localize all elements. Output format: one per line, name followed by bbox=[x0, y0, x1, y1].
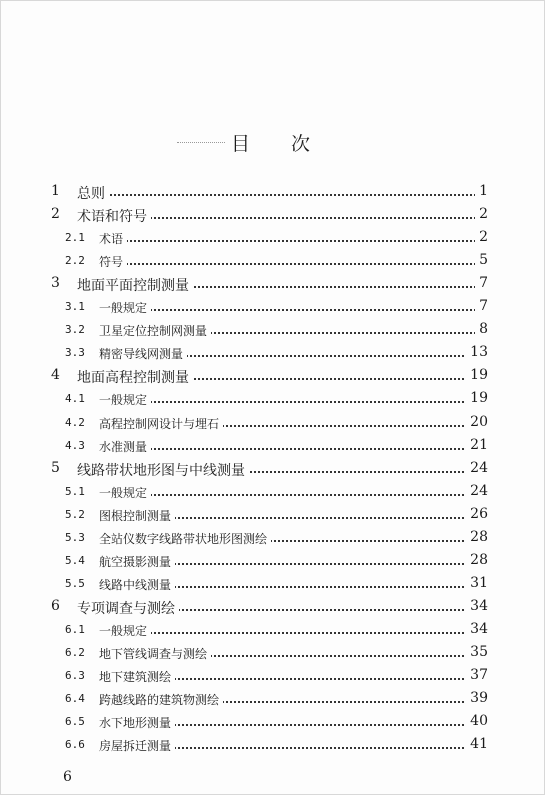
toc-entry-number: 3.3 bbox=[65, 346, 85, 360]
toc-entry-label: 全站仪数字线路带状地形图测绘 bbox=[99, 530, 271, 547]
toc-leader-dots bbox=[101, 194, 476, 196]
toc-entry-label: 术语和符号 bbox=[77, 206, 151, 226]
toc-entry-page: 41 bbox=[466, 736, 488, 752]
toc-leader-dots bbox=[121, 309, 476, 311]
toc-section-row[interactable] bbox=[1, 414, 545, 437]
toc-entry-page: 13 bbox=[466, 344, 488, 360]
toc-section-row[interactable] bbox=[1, 621, 545, 644]
toc-entry-page: 37 bbox=[466, 667, 488, 683]
toc-entry-page: 40 bbox=[466, 713, 488, 729]
toc-section-row[interactable] bbox=[1, 437, 545, 460]
toc-section-row[interactable] bbox=[1, 344, 545, 367]
toc-chapter-row[interactable] bbox=[1, 598, 545, 621]
toc-chapter-row[interactable] bbox=[1, 460, 545, 483]
toc-entry-number: 5.3 bbox=[65, 530, 85, 544]
toc-entry-number: 6 bbox=[51, 597, 60, 614]
toc-leader-dots bbox=[121, 263, 476, 265]
toc-entry-page: 31 bbox=[466, 575, 488, 591]
toc-chapter-row[interactable] bbox=[1, 275, 545, 298]
toc-entry-number: 3.2 bbox=[65, 323, 85, 337]
toc-leader-dots bbox=[101, 217, 476, 219]
toc-entry-label: 符号 bbox=[99, 253, 127, 270]
toc-entry-label: 一般规定 bbox=[99, 391, 151, 408]
toc-entry-number: 5.4 bbox=[65, 553, 85, 567]
toc-entry-number: 6.4 bbox=[65, 692, 85, 706]
toc-section-row[interactable] bbox=[1, 390, 545, 413]
toc-section-row[interactable] bbox=[1, 506, 545, 529]
toc-entry-label: 专项调查与测绘 bbox=[77, 598, 179, 618]
toc-entry-page: 39 bbox=[466, 690, 488, 706]
title-decoration-rule bbox=[177, 142, 225, 143]
toc-entry-page: 24 bbox=[466, 483, 488, 499]
toc-entry-label: 图根控制测量 bbox=[99, 507, 175, 524]
toc-entry-page: 5 bbox=[475, 252, 488, 268]
toc-entry-page: 24 bbox=[466, 460, 488, 476]
toc-entry-page: 28 bbox=[466, 552, 488, 568]
toc-section-row[interactable] bbox=[1, 575, 545, 598]
toc-entry-number: 4 bbox=[51, 367, 60, 384]
toc-entry-number: 5.1 bbox=[65, 484, 85, 498]
toc-entry-page: 20 bbox=[466, 414, 488, 430]
toc-entry-number: 3.1 bbox=[65, 300, 85, 314]
toc-section-row[interactable] bbox=[1, 713, 545, 736]
toc-entry-label: 一般规定 bbox=[99, 299, 151, 316]
toc-entry-number: 6.1 bbox=[65, 622, 85, 636]
toc-section-row[interactable] bbox=[1, 229, 545, 252]
toc-entry-page: 34 bbox=[466, 598, 488, 614]
toc-leader-dots bbox=[121, 632, 476, 634]
toc-entry-label: 线路中线测量 bbox=[99, 576, 175, 593]
toc-section-row[interactable] bbox=[1, 252, 545, 275]
toc-entry-number: 5 bbox=[51, 459, 60, 476]
toc-entry-label: 地面高程控制测量 bbox=[77, 367, 193, 387]
toc-section-row[interactable] bbox=[1, 298, 545, 321]
toc-entry-number: 2.2 bbox=[65, 254, 85, 268]
toc-entry-number: 4.3 bbox=[65, 438, 85, 452]
toc-section-row[interactable] bbox=[1, 552, 545, 575]
toc-entry-page: 19 bbox=[466, 390, 488, 406]
toc-leader-dots bbox=[121, 401, 476, 403]
toc-entry-page: 34 bbox=[466, 621, 488, 637]
toc-entry-number: 1 bbox=[51, 183, 60, 199]
toc-entry-number: 5.2 bbox=[65, 507, 85, 521]
toc-entry-number: 4.2 bbox=[65, 415, 85, 429]
toc-entry-label: 一般规定 bbox=[99, 622, 151, 639]
toc-entry-label: 跨越线路的建筑物测绘 bbox=[99, 691, 223, 708]
toc-chapter-row[interactable] bbox=[1, 183, 545, 206]
toc-entry-page: 7 bbox=[475, 275, 488, 291]
toc-entry-page: 2 bbox=[475, 229, 488, 245]
toc-entry-number: 6.5 bbox=[65, 715, 85, 729]
toc-section-row[interactable] bbox=[1, 690, 545, 713]
toc-leader-dots bbox=[121, 494, 476, 496]
toc-entry-number: 6.6 bbox=[65, 738, 85, 752]
toc-entry-label: 房屋拆迁测量 bbox=[99, 737, 175, 754]
toc-entry-label: 航空摄影测量 bbox=[99, 553, 175, 570]
toc-entry-label: 水准测量 bbox=[99, 438, 151, 455]
toc-entry-page: 2 bbox=[475, 206, 488, 222]
toc-entry-label: 地下建筑测绘 bbox=[99, 668, 175, 685]
toc-section-row[interactable] bbox=[1, 667, 545, 690]
toc-entry-label: 术语 bbox=[99, 230, 127, 247]
toc-entry-number: 2 bbox=[51, 206, 60, 223]
toc-entry-label: 水下地形测量 bbox=[99, 714, 175, 731]
toc-section-row[interactable] bbox=[1, 321, 545, 344]
toc-entry-page: 26 bbox=[466, 506, 488, 522]
toc-chapter-row[interactable] bbox=[1, 206, 545, 229]
toc-entry-page: 1 bbox=[475, 183, 488, 199]
toc-entry-label: 总则 bbox=[77, 183, 109, 203]
toc-entry-label: 高程控制网设计与埋石 bbox=[99, 415, 223, 432]
toc-chapter-row[interactable] bbox=[1, 367, 545, 390]
toc-section-row[interactable] bbox=[1, 736, 545, 759]
toc-entry-page: 35 bbox=[466, 644, 488, 660]
toc-entry-label: 卫星定位控制网测量 bbox=[99, 322, 211, 339]
toc-entry-page: 28 bbox=[466, 529, 488, 545]
toc-entry-page: 8 bbox=[475, 321, 488, 337]
toc-entry-number: 6.2 bbox=[65, 646, 85, 659]
toc-entry-label: 地面平面控制测量 bbox=[77, 275, 193, 295]
toc-entry-page: 19 bbox=[466, 367, 488, 383]
page-number: 6 bbox=[63, 769, 72, 785]
toc-title-char-1: 目 bbox=[231, 133, 251, 155]
toc-entry-page: 21 bbox=[466, 437, 488, 453]
toc-leader-dots bbox=[121, 240, 476, 242]
toc-entry-number: 3 bbox=[51, 275, 60, 292]
toc-section-row[interactable] bbox=[1, 529, 545, 552]
toc-section-row[interactable] bbox=[1, 644, 545, 667]
toc-entry-label: 精密导线网测量 bbox=[99, 345, 187, 362]
toc-entry-page: 7 bbox=[475, 298, 488, 314]
toc-entry-label: 地下管线调查与测绘 bbox=[99, 645, 211, 662]
toc-entry-number: 4.1 bbox=[65, 392, 85, 406]
toc-entry-label: 一般规定 bbox=[99, 484, 151, 501]
toc-title-char-2: 次 bbox=[291, 133, 311, 155]
toc-leader-dots bbox=[121, 448, 476, 450]
toc-section-row[interactable] bbox=[1, 483, 545, 506]
toc-entry-number: 2.1 bbox=[65, 231, 85, 245]
toc-entry-number: 5.5 bbox=[65, 576, 85, 590]
toc-entry-label: 线路带状地形图与中线测量 bbox=[77, 460, 249, 480]
toc-entry-number: 6.3 bbox=[65, 669, 85, 683]
